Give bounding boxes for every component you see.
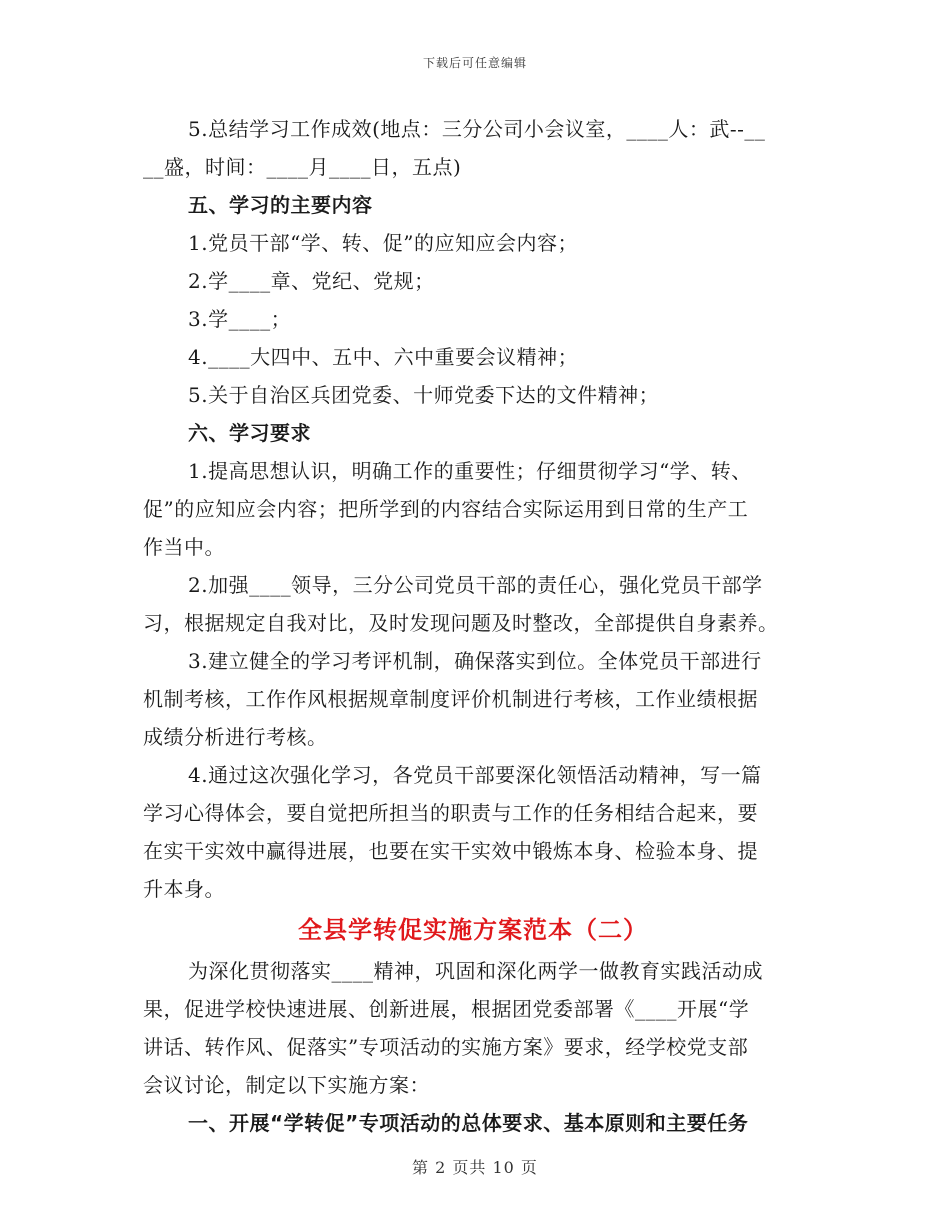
section-heading-5: 五、学习的主要内容 [188, 193, 373, 217]
paragraph-line: 学习心得体会，要自觉把所担当的职责与工作的任务相结合起来，要 [143, 801, 758, 825]
paragraph-line: 习，根据规定自我对比，及时发现问题及时整改，全部提供自身素养。 [143, 611, 779, 635]
list-item: 2.学____章、党纪、党规； [188, 269, 435, 293]
list-item: 5.关于自治区兵团党委、十师党委下达的文件精神； [188, 383, 660, 407]
paragraph-line: 成绩分析进行考核。 [143, 725, 328, 749]
paragraph-line: 5.总结学习工作成效(地点：三分公司小会议室，____人：武--__ [188, 117, 766, 141]
document-body [143, 110, 803, 1142]
paragraph-line: 会议讨论，制定以下实施方案： [143, 1073, 430, 1097]
paragraph-line: 升本身。 [143, 877, 225, 901]
paragraph-line: 果，促进学校快速进展、创新进展，根据团党委部署《____开展“学 [143, 997, 750, 1021]
paragraph-line: 机制考核，工作作风根据规章制度评价机制进行考核，工作业绩根据 [143, 687, 758, 711]
paragraph-line: 在实干实效中赢得进展，也要在实干实效中锻炼本身、检验本身、提 [143, 839, 758, 863]
plan-title: 全县学转促实施方案范本（二） [298, 916, 648, 944]
paragraph-line: 作当中。 [143, 535, 225, 559]
paragraph-line: 2.加强____领导，三分公司党员干部的责任心，强化党员干部学 [188, 573, 763, 597]
list-item: 4.____大四中、五中、六中重要会议精神； [188, 345, 579, 369]
paragraph-line: 促”的应知应会内容；把所学到的内容结合实际运用到日常的生产工 [143, 497, 749, 521]
paragraph-line: 1.提高思想认识，明确工作的重要性；仔细贯彻学习“学、转、 [188, 459, 752, 483]
plan-section-heading-1: 一、开展“学转促”专项活动的总体要求、基本原则和主要任务 [188, 1111, 749, 1135]
list-item: 3.学____； [188, 307, 292, 331]
paragraph-line: 3.建立健全的学习考评机制，确保落实到位。全体党员干部进行 [188, 649, 762, 673]
list-item: 1.党员干部“学、转、促”的应知应会内容； [188, 231, 579, 255]
page-number: 第 2 页共 10 页 [412, 1158, 538, 1177]
paragraph-line: __盛，时间：____月____日，五点) [143, 155, 462, 179]
paragraph-line: 讲话、转作风、促落实”专项活动的实施方案》要求，经学校党支部 [143, 1035, 749, 1059]
section-heading-6: 六、学习要求 [188, 421, 311, 445]
paragraph-line: 为深化贯彻落实____精神，巩固和深化两学一做教育实践活动成 [188, 959, 763, 983]
header-note: 下载后可任意编辑 [422, 56, 527, 70]
paragraph-line: 4.通过这次强化学习，各党员干部要深化领悟活动精神，写一篇 [188, 763, 762, 787]
